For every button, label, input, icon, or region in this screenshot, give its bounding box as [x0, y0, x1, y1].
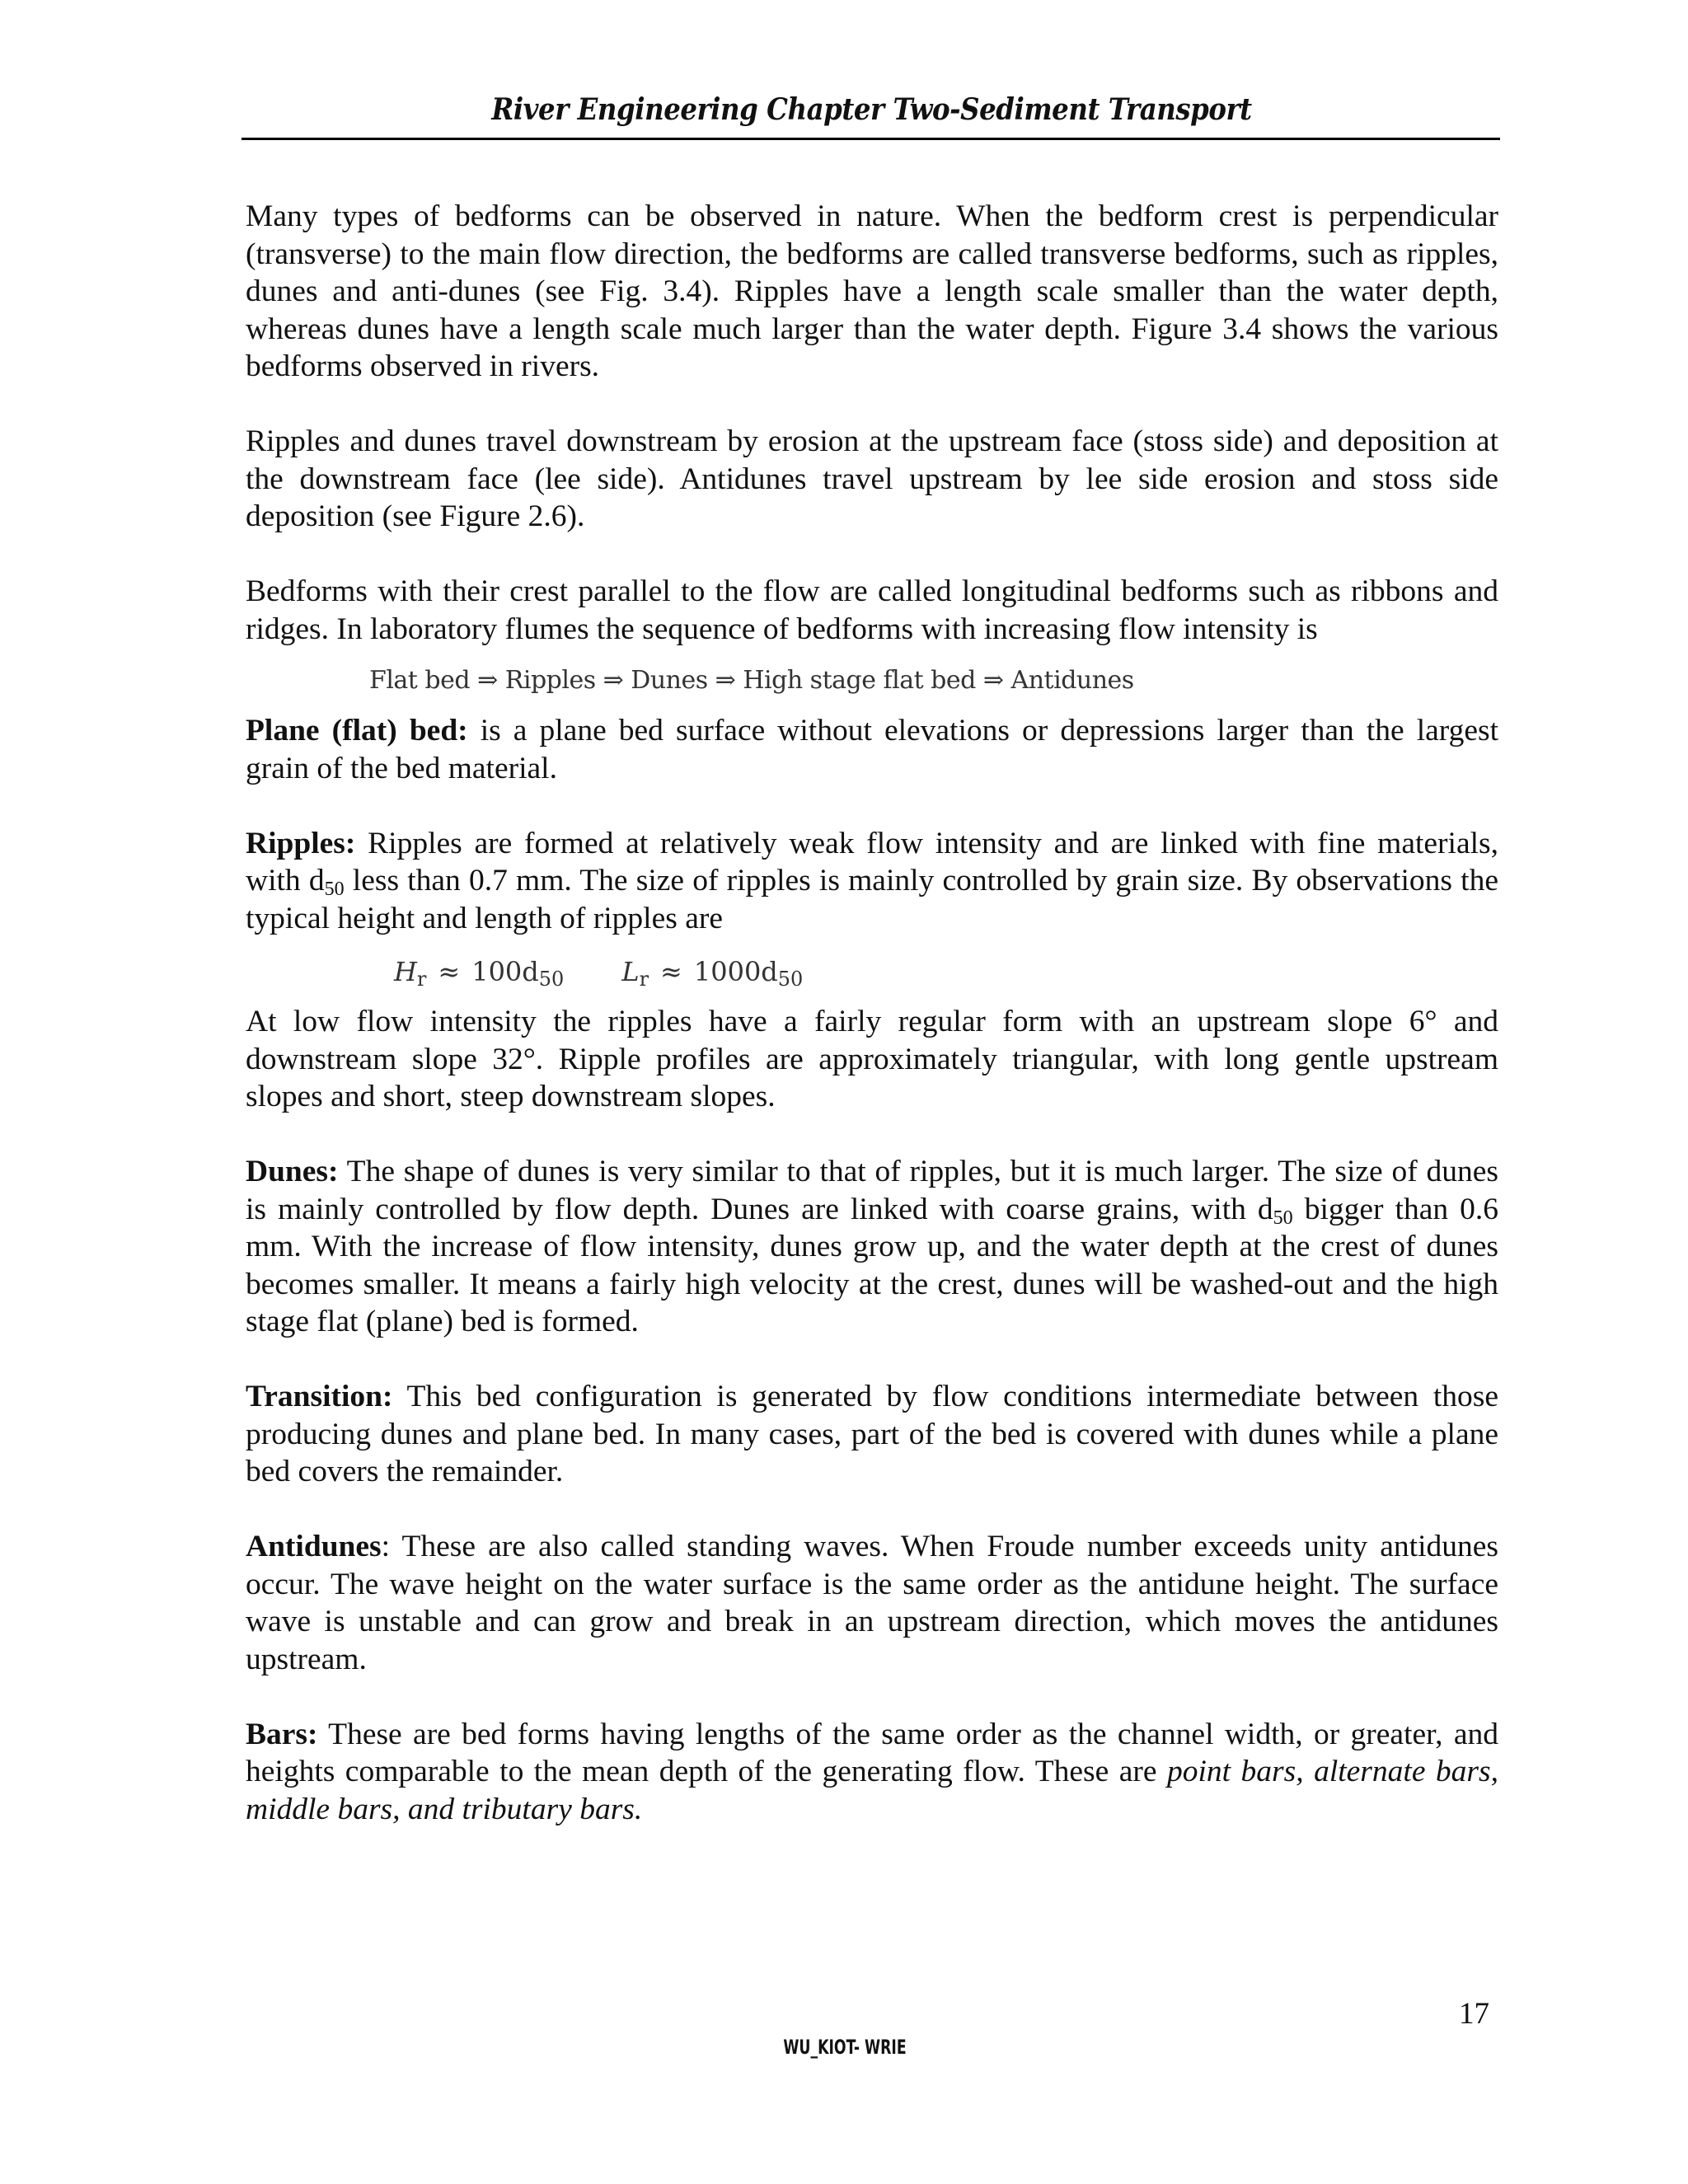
paragraph-ripples: [246, 825, 1498, 938]
ripple-dimension-equation: [394, 954, 1498, 990]
approx-sign: ≈: [438, 956, 461, 987]
ripple-length-value: 1000d: [693, 956, 778, 987]
dunes-text-part1: The shape of dunes is very similar to that of ripples, but it is much larger. The size of dunes is mainly controlled by flow depth. Dunes are linked with coarse grains, with d: [246, 1155, 1498, 1226]
paragraph-bedform-travel: Ripples and dunes travel downstream by erosion at the upstream face (stoss side) and deposition at the downstream face (lee side). Antidunes travel upstream by lee side erosion and stoss side deposition (see Figure 2.6).: [246, 424, 1498, 533]
paragraph-ripple-slopes: At low flow intensity the ripples have a fairly regular form with an upstream slope 6° and downstream slope 32°. Ripple profiles are approximately triangular, with long gentle upstream slopes and short, steep downstream slopes.: [246, 1005, 1498, 1113]
body-text: [246, 198, 1498, 1866]
paragraph-antidunes: [246, 1528, 1498, 1678]
ripple-length-symbol: L: [621, 956, 640, 987]
ripple-height-symbol: H: [394, 956, 417, 987]
term-ripples: Ripples:: [246, 826, 356, 860]
paragraph-plane-bed: [246, 712, 1498, 787]
bar-types-list: point bars, alternate bars, middle bars, and tributary bars.: [246, 1755, 1498, 1826]
footer-institution: WU_KIOT- WRIE: [783, 2036, 907, 2059]
header-rule: [241, 138, 1500, 140]
term-plane-bed: Plane (flat) bed:: [246, 714, 468, 748]
running-header-title: River Engineering Chapter Two-Sediment Transport: [491, 92, 1252, 127]
bedform-sequence-equation: Flat bed ⇒ Ripples ⇒ Dunes ⇒ High stage flat bed ⇒ Antidunes: [369, 666, 1134, 695]
ripples-text-part1: Ripples are formed at relatively weak flow intensity and are linked with fine materials, with d: [246, 826, 1498, 898]
plane-bed-definition: is a plane bed surface without elevations or depressions larger than the largest grain of the bed material.: [246, 714, 1498, 785]
paragraph-longitudinal-bedforms: Bedforms with their crest parallel to the flow are called longitudinal bedforms such as ribbons and ridges. In laboratory flumes the sequence of bedforms with increasing flow intensity is: [246, 574, 1498, 646]
bars-definition: These are bed forms having lengths of the same order as the channel width, or greater, and heights comparable to the mean depth of the generating flow. These are: [246, 1717, 1498, 1788]
antidunes-definition: : These are also called standing waves. When Froude number exceeds unity antidunes occur. The wave height on the water surface is the same order as the antidune height. The surface wave is unstable and can grow and break in an upstream direction, which moves the antidunes upstream.: [246, 1530, 1498, 1676]
term-antidunes: Antidunes: [246, 1530, 382, 1563]
term-dunes: Dunes:: [246, 1155, 339, 1188]
term-transition: Transition:: [246, 1380, 393, 1413]
ripples-d50-subscript: 50: [324, 879, 345, 900]
paragraph-transition: [246, 1378, 1498, 1491]
dunes-text-part2: bigger than 0.6 mm. With the increase of flow intensity, dunes grow up, and the water depth at the crest of dunes becomes smaller. It means a fairly high velocity at the crest, dunes will be washed-out and the high stage flat (plane) bed is formed.: [246, 1192, 1498, 1338]
page-number: 17: [1459, 1997, 1489, 2031]
term-bars: Bars:: [246, 1717, 318, 1751]
paragraph-bars: [246, 1716, 1498, 1829]
dunes-d50-subscript: 50: [1273, 1207, 1293, 1229]
ripples-text-part2: less than 0.7 mm. The size of ripples is mainly controlled by grain size. By observations the typical height and length of ripples are: [246, 864, 1498, 935]
ripple-length-value-subscript: 50: [777, 968, 804, 991]
paragraph-dunes: [246, 1153, 1498, 1341]
transition-definition: This bed configuration is generated by flow conditions intermediate between those producing dunes and plane bed. In many cases, part of the bed is covered with dunes while a plane bed covers the remainder.: [246, 1380, 1498, 1488]
ripple-height-subscript: r: [416, 968, 427, 991]
ripple-height-value: 100d: [471, 956, 539, 987]
paragraph-bedform-types: Many types of bedforms can be observed in nature. When the bedform crest is perpendicular (transverse) to the main flow direction, the bedforms are called transverse bedforms, such as ripples, dunes and anti-dunes (see Fig. 3.4). Ripples have a length scale smaller than the water depth, whereas dunes have a length scale much larger than the water depth. Figure 3.4 shows the various bedforms observed in rivers.: [246, 199, 1498, 383]
ripple-length-subscript: r: [639, 968, 649, 991]
ripple-height-value-subscript: 50: [538, 968, 565, 991]
approx-sign: ≈: [660, 956, 682, 987]
